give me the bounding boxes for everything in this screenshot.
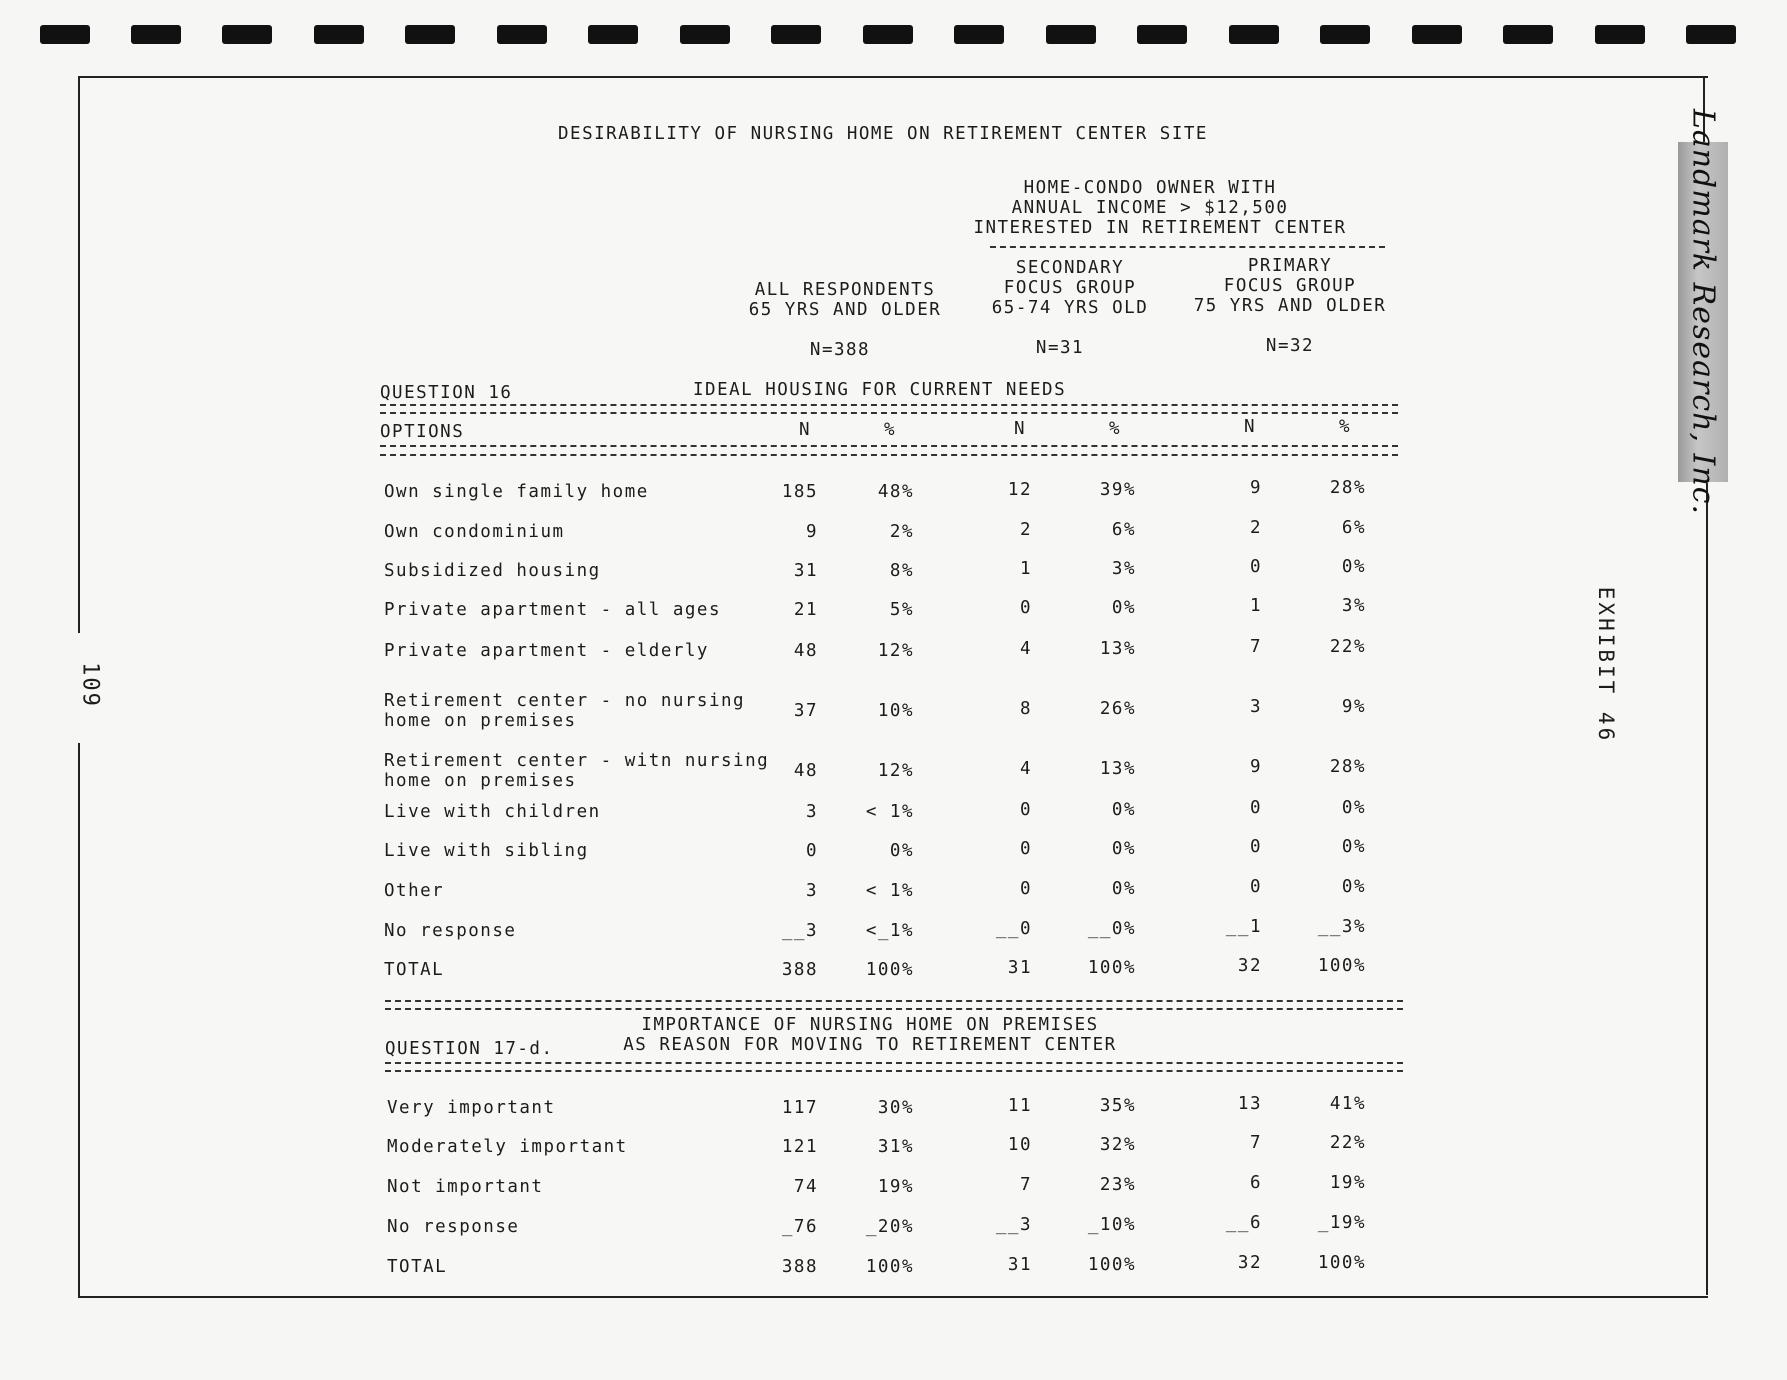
count-cell: 7 [1249,1133,1262,1153]
count-cell: 2 [1249,518,1262,538]
perforation-hole [1595,25,1645,44]
perforation-hole [40,25,90,44]
count-cell: 0 [1019,800,1032,820]
perforation-hole [588,25,638,44]
count-cell: 21 [793,600,818,620]
percent-cell: 32% [1099,1135,1136,1155]
divider [385,1008,1403,1010]
column-header-primary: 75 YRS AND OLDER [1193,296,1387,316]
count-cell: 185 [781,482,818,502]
sample-size-all: N=388 [809,340,871,360]
count-cell: 9 [1249,478,1262,498]
column-header-secondary: SECONDARY [1015,258,1125,278]
percent-cell: 19% [1329,1173,1366,1193]
count-cell: 4 [1019,639,1032,659]
divider [385,1070,1403,1072]
divider [385,1000,1403,1002]
row-label: Live with children [384,802,601,822]
row-label: Very important [387,1098,556,1118]
page-number: 109 [77,662,103,708]
percent-cell: < 1% [865,802,914,822]
percent-cell: 0% [1111,598,1136,618]
column-header-all: ALL RESPONDENTS [754,280,936,300]
percent-cell: 3% [1341,596,1366,616]
count-cell: 0 [1019,839,1032,859]
column-header-primary: FOCUS GROUP [1223,276,1357,296]
count-cell: 0 [1019,598,1032,618]
perforation-hole [1503,25,1553,44]
percent-cell: 12% [877,641,914,661]
row-label: No response [387,1217,520,1237]
column-header-all: 65 YRS AND OLDER [748,300,942,320]
n-header: N [1013,419,1027,439]
group-header-line: ANNUAL INCOME > $12,500 [1011,198,1289,218]
count-cell: 0 [1249,877,1262,897]
row-label: Own single family home [384,482,649,502]
count-cell: 2 [1019,520,1032,540]
question-17-heading: AS REASON FOR MOVING TO RETIREMENT CENTER [623,1035,1117,1055]
row-label: No response [384,921,517,941]
company-logo: Landmark Research, Inc. [1685,108,1721,516]
percent-cell: 0% [1111,800,1136,820]
question-16-label: QUESTION 16 [380,383,513,403]
percent-cell: __3% [1317,917,1366,937]
count-cell: 31 [1007,1255,1032,1275]
percent-cell: 0% [889,841,914,861]
perforation-hole [497,25,547,44]
divider [380,404,1398,406]
row-label: home on premises [384,771,577,791]
percent-cell: 19% [877,1177,914,1197]
exhibit-label: EXHIBIT 46 [1594,586,1618,744]
percent-cell: 23% [1099,1175,1136,1195]
divider [380,445,1398,447]
row-label: Retirement center - no nursing [384,691,746,711]
n-header: N [1243,417,1257,437]
row-label: Own condominium [384,522,565,542]
row-label: Live with sibling [384,841,589,861]
percent-cell: 26% [1099,699,1136,719]
count-cell: 388 [781,960,818,980]
percent-cell: 100% [1087,1255,1136,1275]
perforation-hole [1046,25,1096,44]
percent-cell: 28% [1329,757,1366,777]
percent-cell: 100% [865,1257,914,1277]
column-header-secondary: FOCUS GROUP [1003,278,1137,298]
perforation-hole [771,25,821,44]
count-cell: 4 [1019,759,1032,779]
sample-size-secondary: N=31 [1035,338,1085,358]
pct-header: % [1108,419,1122,439]
count-cell: __3 [781,921,818,941]
percent-cell: 5% [889,600,914,620]
percent-cell: 100% [1317,956,1366,976]
question-16-heading: IDEAL HOUSING FOR CURRENT NEEDS [693,380,1067,400]
percent-cell: 0% [1111,839,1136,859]
percent-cell: 0% [1341,837,1366,857]
count-cell: 388 [781,1257,818,1277]
count-cell: 7 [1019,1175,1032,1195]
frame-edge [1706,483,1708,1295]
percent-cell: 30% [877,1098,914,1118]
percent-cell: 100% [1087,958,1136,978]
count-cell: __3 [995,1215,1032,1235]
perforation-hole [954,25,1004,44]
row-label: Moderately important [387,1137,628,1157]
percent-cell: 35% [1099,1096,1136,1116]
perforation-hole [863,25,913,44]
row-label: Subsidized housing [384,561,601,581]
percent-cell: 100% [865,960,914,980]
count-cell: 10 [1007,1135,1032,1155]
perforation-hole [1229,25,1279,44]
count-cell: 0 [805,841,818,861]
perforation-hole [222,25,272,44]
group-header-line: INTERESTED IN RETIREMENT CENTER [973,218,1347,238]
count-cell: 48 [793,641,818,661]
count-cell: 13 [1237,1094,1262,1114]
row-label: Retirement center - witn nursing [384,751,770,771]
count-cell: 11 [1007,1096,1032,1116]
count-cell: 12 [1007,480,1032,500]
perforation-hole [1412,25,1462,44]
count-cell: 37 [793,701,818,721]
pct-header: % [1338,417,1352,437]
percent-cell: 28% [1329,478,1366,498]
percent-cell: 3% [1111,559,1136,579]
column-header-secondary: 65-74 YRS OLD [991,298,1149,318]
count-cell: 7 [1249,637,1262,657]
count-cell: __1 [1225,917,1262,937]
count-cell: 0 [1019,879,1032,899]
percent-cell: 2% [889,522,914,542]
percent-cell: _20% [865,1217,914,1237]
count-cell: 117 [781,1098,818,1118]
logo-tab [1678,108,1728,516]
count-cell: 8 [1019,699,1032,719]
count-cell: 1 [1249,596,1262,616]
row-label: TOTAL [387,1257,448,1277]
percent-cell: 8% [889,561,914,581]
count-cell: 3 [1249,697,1262,717]
percent-cell: < 1% [865,881,914,901]
count-cell: 31 [793,561,818,581]
perforation-hole [131,25,181,44]
count-cell: 0 [1249,557,1262,577]
count-cell: 48 [793,761,818,781]
count-cell: 9 [1249,757,1262,777]
page-title: DESIRABILITY OF NURSING HOME ON RETIREMENT CENTER SITE [558,124,1208,144]
perforation-hole [405,25,455,44]
count-cell: 3 [805,802,818,822]
percent-cell: 10% [877,701,914,721]
count-cell: __0 [995,919,1032,939]
row-label: TOTAL [384,960,445,980]
percent-cell: 0% [1341,877,1366,897]
count-cell: 1 [1019,559,1032,579]
divider [380,454,1398,456]
row-label: Private apartment - elderly [384,641,709,661]
count-cell: _76 [781,1217,818,1237]
percent-cell: 6% [1341,518,1366,538]
percent-cell: 0% [1341,798,1366,818]
percent-cell: 9% [1341,697,1366,717]
perforation-hole [680,25,730,44]
percent-cell: 6% [1111,520,1136,540]
percent-cell: 31% [877,1137,914,1157]
percent-cell: 22% [1329,637,1366,657]
count-cell: 31 [1007,958,1032,978]
percent-cell: 48% [877,482,914,502]
perforation-hole [1320,25,1370,44]
count-cell: 121 [781,1137,818,1157]
count-cell: 32 [1237,956,1262,976]
perforation-hole [1686,25,1736,44]
divider [380,412,1398,414]
count-cell: 3 [805,881,818,901]
count-cell: 9 [805,522,818,542]
percent-cell: 12% [877,761,914,781]
count-cell: 74 [793,1177,818,1197]
question-17-heading: IMPORTANCE OF NURSING HOME ON PREMISES [641,1015,1099,1035]
percent-cell: 13% [1099,759,1136,779]
group-header-line: HOME-CONDO OWNER WITH [1023,178,1277,198]
question-17-label: QUESTION 17-d. [385,1039,554,1059]
perforation-hole [314,25,364,44]
percent-cell: 39% [1099,480,1136,500]
count-cell: 0 [1249,798,1262,818]
column-header-primary: PRIMARY [1247,256,1333,276]
count-cell: 32 [1237,1253,1262,1273]
percent-cell: _19% [1317,1213,1366,1233]
percent-cell: <_1% [865,921,914,941]
row-label: home on premises [384,711,577,731]
percent-cell: 100% [1317,1253,1366,1273]
percent-cell: 22% [1329,1133,1366,1153]
options-header: OPTIONS [380,422,465,442]
divider [385,1062,1403,1064]
row-label: Not important [387,1177,544,1197]
count-cell: 6 [1249,1173,1262,1193]
percent-cell: 0% [1341,557,1366,577]
perforation-hole [1137,25,1187,44]
percent-cell: 0% [1111,879,1136,899]
percent-cell: _10% [1087,1215,1136,1235]
percent-cell: 41% [1329,1094,1366,1114]
divider [990,246,1385,248]
row-label: Private apartment - all ages [384,600,722,620]
count-cell: 0 [1249,837,1262,857]
sample-size-primary: N=32 [1265,336,1315,356]
percent-cell: 13% [1099,639,1136,659]
pct-header: % [883,420,897,440]
count-cell: __6 [1225,1213,1262,1233]
n-header: N [798,420,812,440]
row-label: Other [384,881,445,901]
percent-cell: __0% [1087,919,1136,939]
